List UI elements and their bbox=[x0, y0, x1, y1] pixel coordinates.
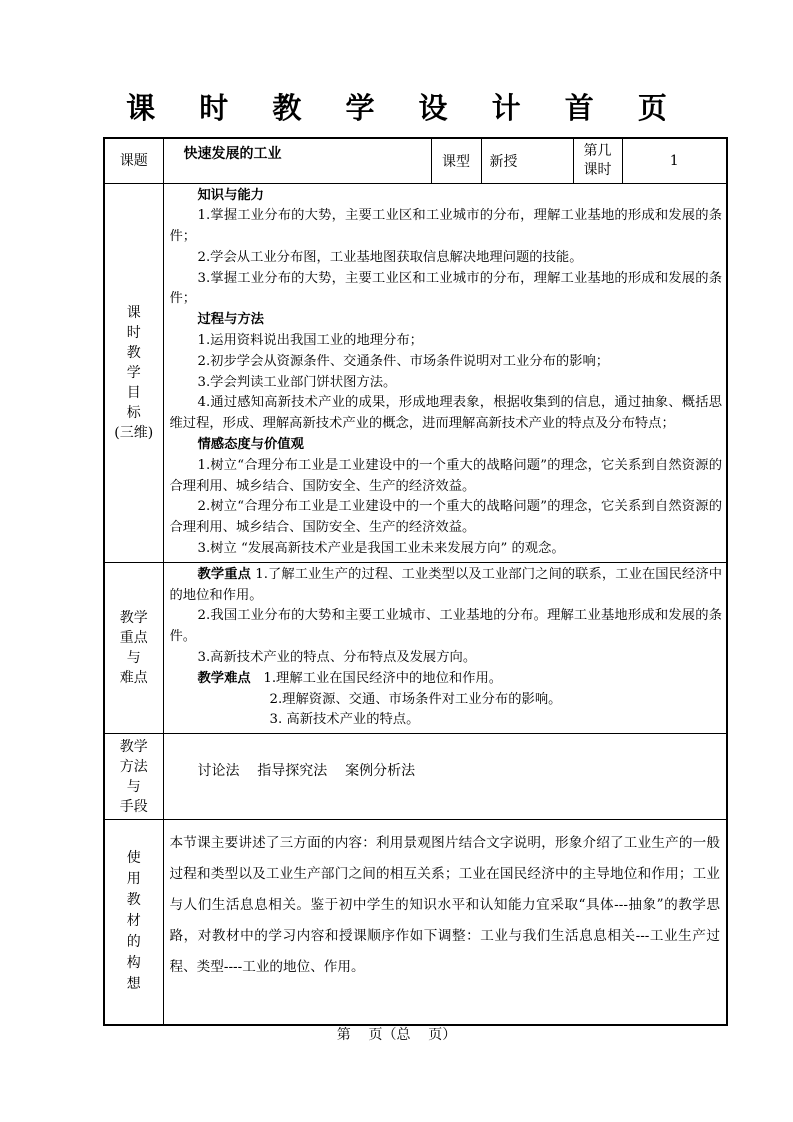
goal-item: 1.掌握工业分布的大势，主要工业区和工业城市的分布，理解工业基地的形成和发展的条件； bbox=[169, 208, 722, 245]
material-text: 本节课主要讲述了三方面的内容：利用景观图片结合文字说明，形象介绍了工业生产的一般过程和类型以及工业生产部门之间的相互关系；工业在国民经济中的主导地位和作用；工业与人们生活息息相关。鉴于初中学生的知识水平和认知能力宜采取“具体---抽象”的教学思路，对教材中的学习内容和授课顺序作如下调整：工业与我们生活息息相关---工业生产过程、类型----工业的地位、作用。 bbox=[163, 820, 727, 1025]
goals-label-char: 时 bbox=[126, 324, 141, 341]
type-label: 课型 bbox=[431, 138, 481, 183]
lesson-plan-table bbox=[103, 137, 728, 1026]
goal-item: 2.初步学会从资源条件、交通条件、市场条件说明对工业分布的影响； bbox=[197, 353, 610, 369]
material-row bbox=[104, 820, 727, 1025]
methods-row bbox=[104, 734, 727, 820]
goals-content bbox=[163, 183, 727, 562]
methods-label-part: 与 bbox=[126, 778, 141, 795]
goal-item: 2.学会从工业分布图，工业基地图获取信息解决地理问题的技能。 bbox=[197, 249, 583, 265]
goals-label-char: (三维) bbox=[114, 424, 154, 441]
goals-label-char: 标 bbox=[126, 404, 141, 421]
keypoints-row bbox=[104, 562, 727, 733]
goal-item: 3.掌握工业分布的大势，主要工业区和工业城市的分布，理解工业基地的形成和发展的条件； bbox=[169, 270, 722, 307]
goals-label bbox=[104, 183, 163, 562]
section-title-process: 过程与方法 bbox=[197, 312, 264, 328]
focus-title: 教学重点 bbox=[197, 566, 251, 582]
type-value: 新授 bbox=[481, 138, 573, 183]
keypoints-label-part: 教学 bbox=[119, 610, 148, 627]
section-title-knowledge: 知识与能力 bbox=[197, 187, 264, 203]
keypoints-content bbox=[163, 562, 727, 733]
goal-item: 3.树立 “发展高新技术产业是我国工业未来发展方向” 的观念。 bbox=[197, 541, 565, 557]
focus-item-text: 1.了解工业生产的过程、工业类型以及工业部门之间的联系，工业在国民经济中的地位和作用。 bbox=[169, 566, 723, 603]
material-label-char: 想 bbox=[126, 976, 141, 993]
difficulty-item-text: 1.理解工业在国民经济中的地位和作用。 bbox=[263, 670, 503, 686]
material-label-char: 的 bbox=[126, 934, 141, 951]
material-label-char: 材 bbox=[126, 913, 141, 930]
period-label-line-1: 第几 bbox=[583, 142, 612, 159]
difficulty-item: 3. 高新技术产业的特点。 bbox=[269, 712, 420, 728]
material-label bbox=[104, 820, 163, 1025]
keypoints-label-part: 难点 bbox=[119, 670, 148, 687]
methods-label-part: 教学 bbox=[119, 738, 148, 755]
period-label-line-2: 课时 bbox=[583, 161, 612, 178]
methods-value: 讨论法 指导探究法 案例分析法 bbox=[163, 734, 727, 820]
topic-label: 课题 bbox=[104, 138, 163, 183]
period-label bbox=[573, 138, 622, 183]
goal-item: 3.学会判读工业部门饼状图方法。 bbox=[197, 374, 397, 390]
keypoints-label-part: 与 bbox=[126, 650, 141, 667]
focus-item bbox=[170, 565, 723, 607]
goals-label-char: 目 bbox=[126, 384, 141, 401]
section-title-attitude: 情感态度与价值观 bbox=[197, 437, 304, 453]
page-title: 课 时 教 学 设 计 首 页 bbox=[126, 91, 684, 125]
goal-item: 4.通过感知高新技术产业的成果，形成地理表象，根据收集到的信息，通过抽象、概括思维过程，形成、理解高新技术产业的概念，进而理解高新技术产业的特点及分布特点； bbox=[169, 395, 722, 432]
difficulty-item: 2.理解资源、交通、市场条件对工业分布的影响。 bbox=[269, 691, 562, 707]
period-value: 1 bbox=[622, 138, 727, 183]
keypoints-label-part: 重点 bbox=[119, 630, 148, 647]
header-row bbox=[104, 138, 727, 183]
methods-label-part: 方法 bbox=[119, 758, 148, 775]
material-label-char: 用 bbox=[126, 871, 141, 888]
goals-row bbox=[104, 183, 727, 562]
goal-item: 1.运用资料说出我国工业的地理分布； bbox=[197, 333, 423, 349]
goals-label-char: 课 bbox=[126, 304, 141, 321]
material-label-char: 使 bbox=[126, 850, 141, 867]
page-footer bbox=[0, 1024, 793, 1044]
difficulty-item bbox=[170, 669, 723, 690]
goal-item: 1.树立“合理分布工业是工业建设中的一个重大的战略问题”的理念，它关系到自然资源的合理利用、城乡结合、国防安全、生产的经济效益。 bbox=[169, 457, 722, 494]
focus-item: 3.高新技术产业的特点、分布特点及发展方向。 bbox=[197, 650, 477, 666]
goals-label-char: 教 bbox=[126, 344, 141, 361]
material-label-char: 教 bbox=[126, 892, 141, 909]
topic-value: 快速发展的工业 bbox=[163, 138, 431, 183]
page-number: 第 页（总 页） bbox=[336, 1027, 457, 1043]
goal-item: 2.树立“合理分布工业是工业建设中的一个重大的战略问题”的理念，它关系到自然资源的合理利用、城乡结合、国防安全、生产的经济效益。 bbox=[169, 499, 722, 536]
goals-label-char: 学 bbox=[126, 364, 141, 381]
material-label-char: 构 bbox=[126, 955, 141, 972]
keypoints-label bbox=[104, 562, 163, 733]
difficulty-title: 教学难点 bbox=[197, 670, 251, 686]
focus-item: 2.我国工业分布的大势和主要工业城市、工业基地的分布。理解工业基地形成和发展的条件。 bbox=[169, 608, 722, 645]
methods-label-part: 手段 bbox=[119, 798, 148, 815]
methods-label bbox=[104, 734, 163, 820]
